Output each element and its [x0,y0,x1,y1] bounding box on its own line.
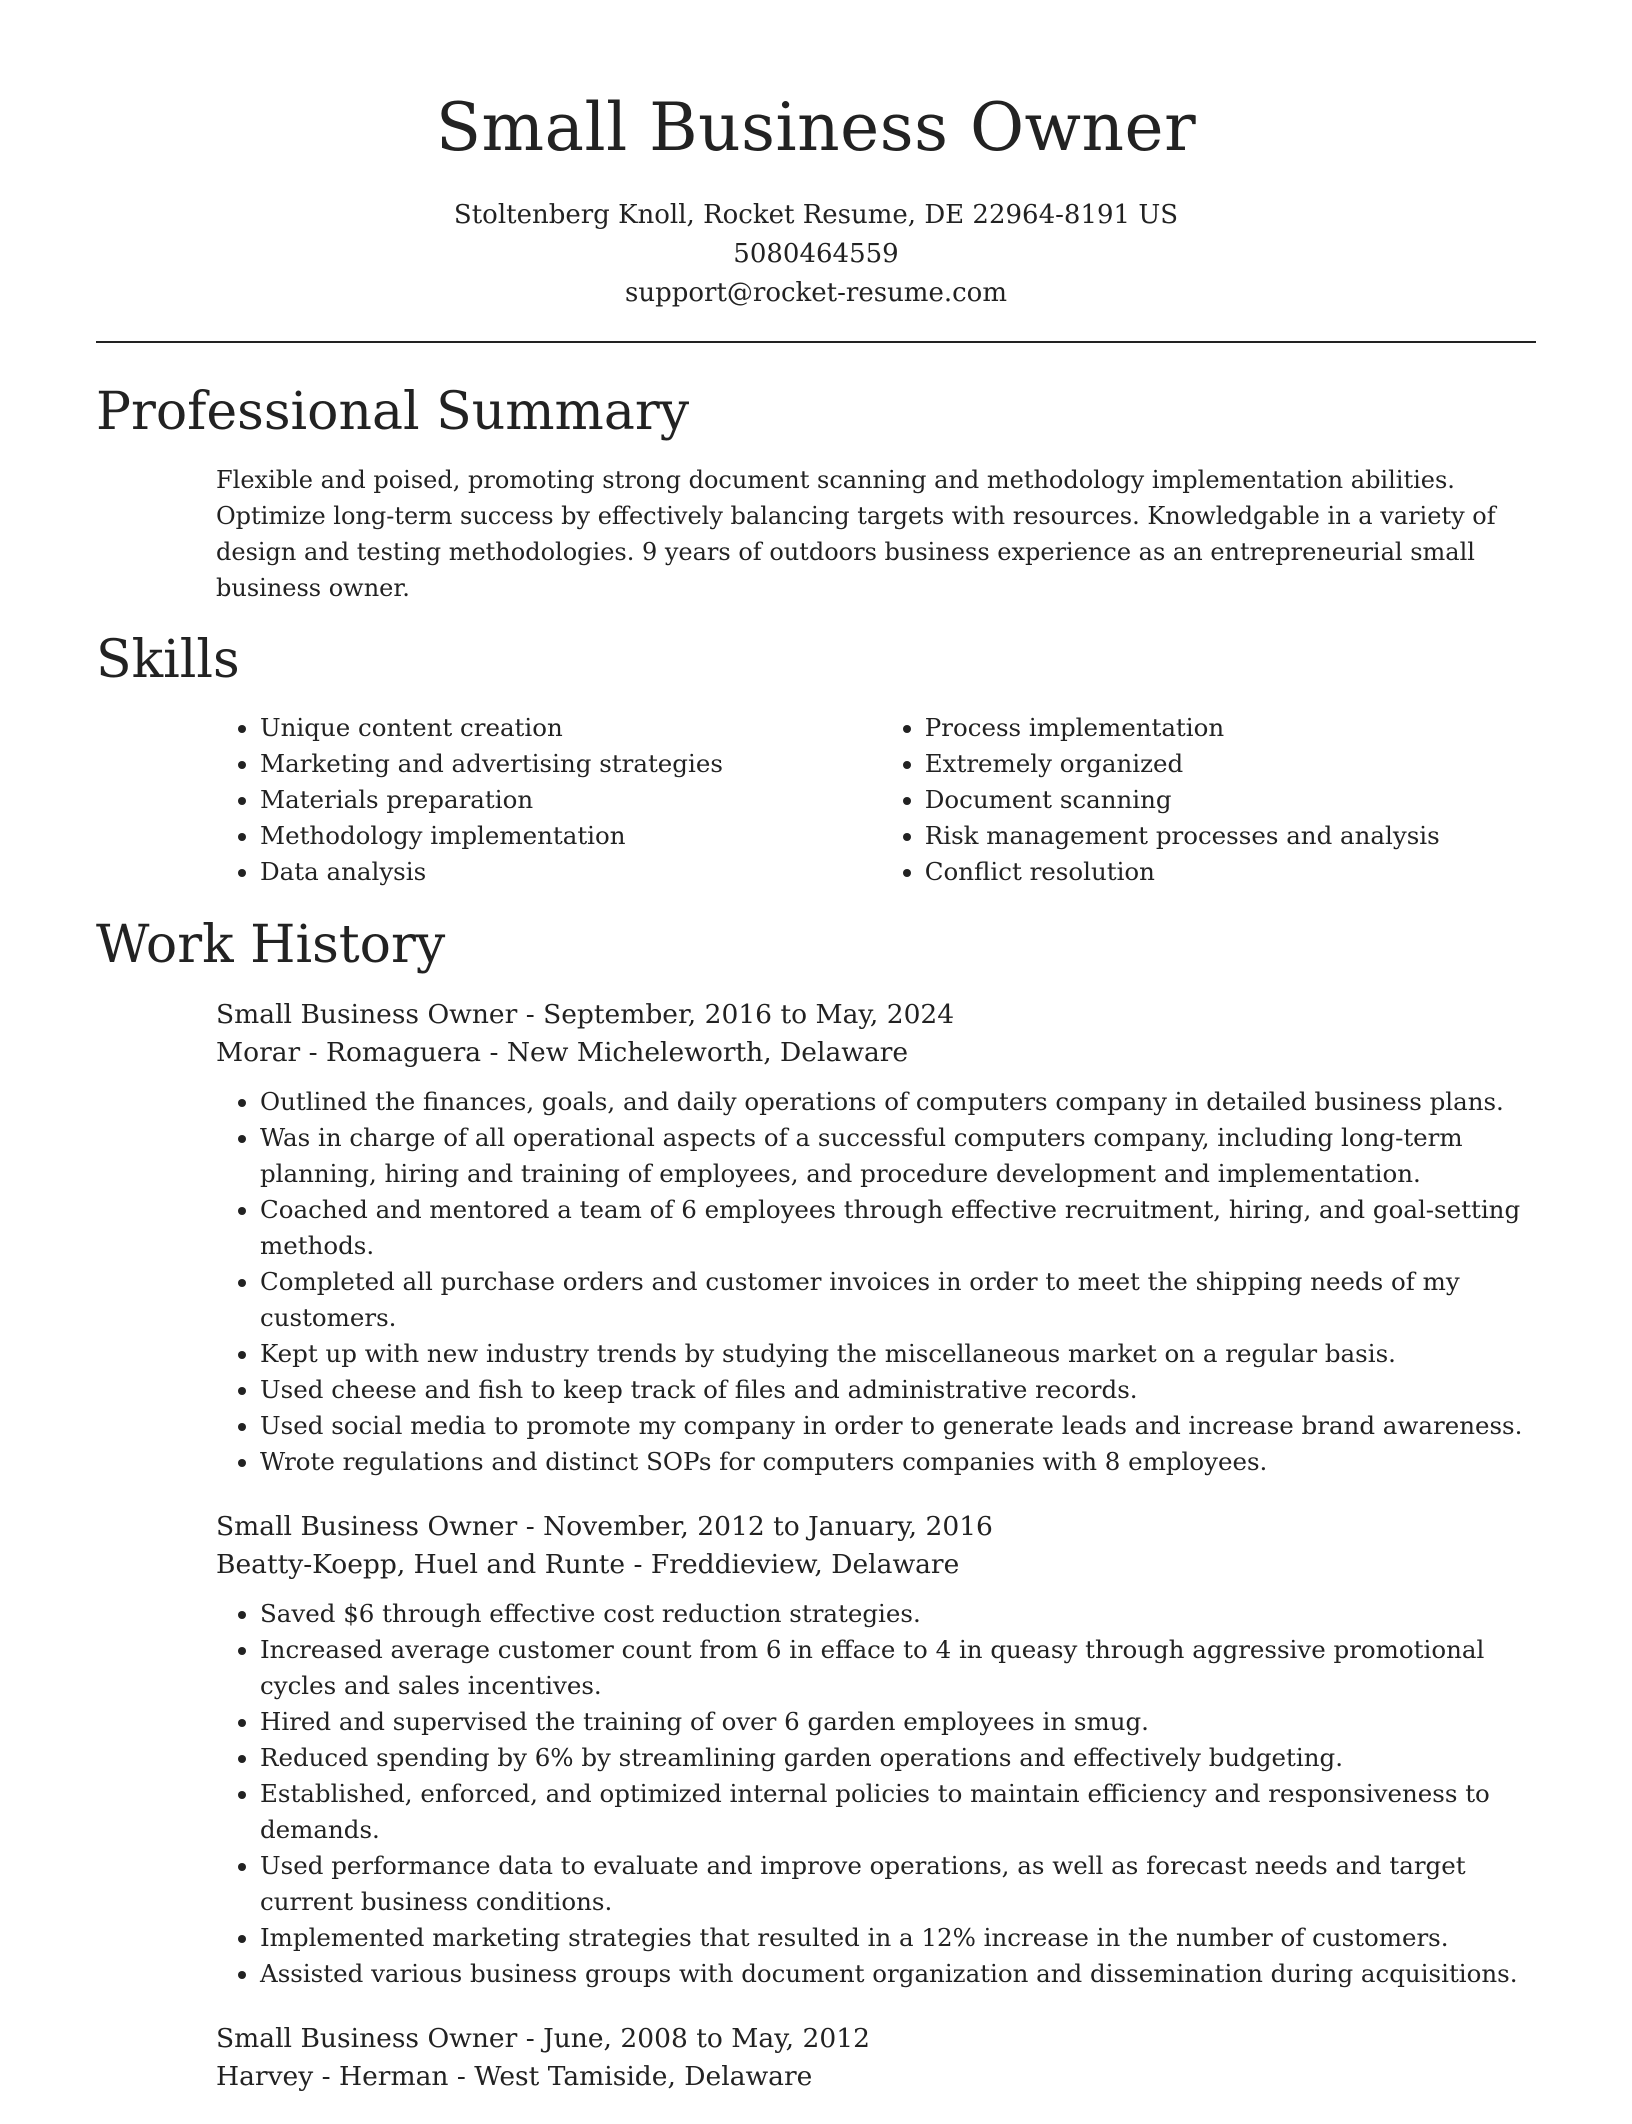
skill-item: • Marketing and advertising strategies [260,746,881,782]
summary-heading: Professional Summary [96,382,690,442]
skills-list [216,710,1536,890]
job-bullet: • Completed all purchase orders and customer invoices in order to meet the shipping needs of my customers. [260,1264,1536,1336]
skills-right-column [881,710,1536,890]
skills-left-column [216,710,881,890]
job-bullet: • Increased average customer count from 6 in efface to 4 in queasy through aggressive promotional cycles and sales incentives. [260,1632,1536,1704]
summary-text: Flexible and poised, promoting strong document scanning and methodology implementation abilities. Optimize long-term success by effectively balancing targets with resources. Knowledgable in a variety of design and testing methodologies. 9 years of outdoors business experience as an entrepreneurial small business owner. [216,466,1496,602]
skill-item: • Process implementation [925,710,1536,746]
skill-item: • Extremely organized [925,746,1536,782]
email: support@rocket-resume.com [624,278,1007,308]
job-bullet: • Implemented marketing strategies that resulted in a 12% increase in the number of customers. [260,1920,1536,1956]
phone: 5080464559 [733,239,899,269]
skill-item: • Risk management processes and analysis [925,818,1536,854]
job-bullet: • Reduced spending by 6% by streamlining garden operations and effectively budgeting. [260,1740,1536,1776]
job-bullet: • Used cheese and fish to keep track of files and administrative records. [260,1372,1536,1408]
header-divider [96,341,1536,343]
job-company: Beatty-Koepp, Huel and Runte [216,1549,626,1580]
job-location: - West Tamiside, Delaware [448,2061,813,2092]
job-company-line [216,2058,1536,2096]
skill-item: • Conflict resolution [925,854,1536,890]
skill-item: • Materials preparation [260,782,881,818]
skill-item: • Document scanning [925,782,1536,818]
job-company: Harvey - Herman [216,2061,449,2092]
skill-item: • Methodology implementation [260,818,881,854]
job-bullet: • Established, enforced, and optimized internal policies to maintain efficiency and responsiveness to demands. [260,1776,1536,1848]
job-bullet: • Assisted various business groups with document organization and dissemination during acquisitions. [260,1956,1536,1992]
job-entry [216,996,1536,1480]
job-bullet: • Used social media to promote my company in order to generate leads and increase brand awareness. [260,1408,1536,1444]
address: Stoltenberg Knoll, Rocket Resume, DE 22964-8191 US [453,200,1179,230]
job-location: - Freddieview, Delaware [625,1549,960,1580]
job-bullet: • Outlined the finances, goals, and daily operations of computers company in detailed business plans. [260,1084,1536,1120]
job-bullet: • Saved $6 through effective cost reduction strategies. [260,1596,1536,1632]
job-bullet: • Hired and supervised the training of over 6 garden employees in smug. [260,1704,1536,1740]
job-location: - New Micheleworth, Delaware [481,1037,909,1068]
job-bullet: • Coached and mentored a team of 6 employees through effective recruitment, hiring, and goal-setting methods. [260,1192,1536,1264]
work-history-list [216,996,1536,2124]
job-bullet: • Was in charge of all operational aspects of a successful computers company, including long-term planning, hiring and training of employees, and procedure development and implementation. [260,1120,1536,1192]
work-history-heading: Work History [96,915,446,975]
candidate-name: Small Business Owner [435,89,1197,166]
job-title: Small Business Owner [216,2023,518,2054]
job-title-line [216,996,1536,1034]
job-bullet: • Used performance data to evaluate and improve operations, as well as forecast needs and target current business conditions. [260,1848,1536,1920]
job-dates: - November, 2012 to January, 2016 [517,1511,993,1542]
contact-block [0,196,1632,313]
job-dates: - June, 2008 to May, 2012 [517,2023,870,2054]
job-title-line [216,1508,1536,1546]
job-title: Small Business Owner [216,999,518,1030]
job-bullets [216,1084,1536,1480]
job-bullets [216,1596,1536,1992]
job-dates: - September, 2016 to May, 2024 [517,999,955,1030]
skill-item: • Data analysis [260,854,881,890]
job-title: Small Business Owner [216,1511,518,1542]
skill-item: • Unique content creation [260,710,881,746]
resume-header [0,0,1632,313]
job-entry [216,2020,1536,2096]
skills-heading: Skills [96,630,240,690]
job-bullet: • Kept up with new industry trends by studying the miscellaneous market on a regular basis. [260,1336,1536,1372]
job-entry [216,1508,1536,1992]
job-bullet: • Wrote regulations and distinct SOPs for computers companies with 8 employees. [260,1444,1536,1480]
job-title-line [216,2020,1536,2058]
job-company-line [216,1034,1536,1072]
job-company: Morar - Romaguera [216,1037,482,1068]
job-company-line [216,1546,1536,1584]
